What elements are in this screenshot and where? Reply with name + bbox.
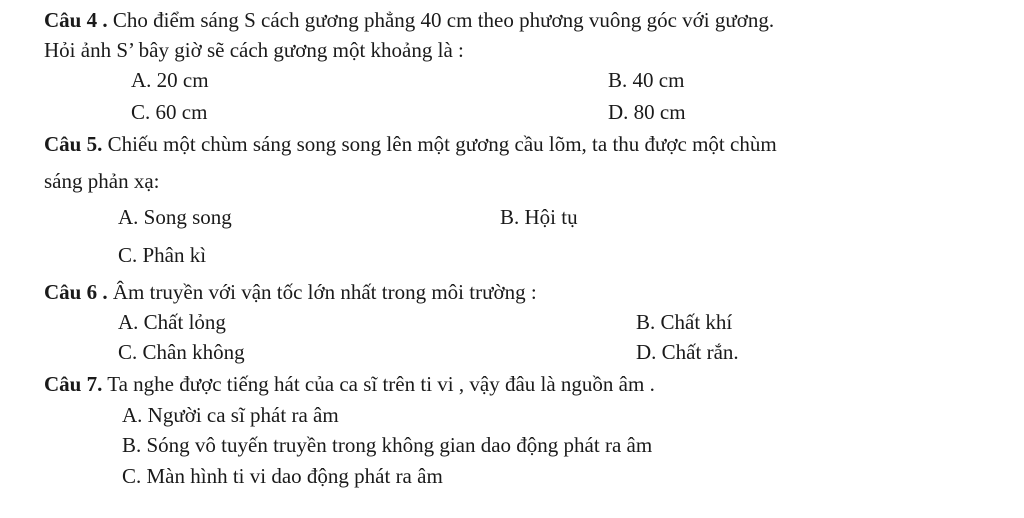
question-7-label: Câu 7. [44,372,103,396]
question-4-option-d: D. 80 cm [608,100,686,124]
question-6-line-1 [44,279,537,305]
question-4-label: Câu 4 . [44,8,108,32]
question-5-line-2: sáng phản xạ: [44,169,160,193]
question-5-option-b: B. Hội tụ [500,205,578,229]
question-6-option-d: D. Chất rắn. [636,340,739,364]
question-4-option-a: A. 20 cm [131,68,209,92]
question-5-text: Chiếu một chùm sáng song song lên một gương cầu lõm, ta thu được một chùm [102,132,777,156]
question-6-option-c: C. Chân không [118,340,245,364]
question-5-line-1 [44,131,777,157]
question-5-option-a: A. Song song [118,205,232,229]
question-7-option-b: B. Sóng vô tuyến truyền trong không gian dao động phát ra âm [122,433,653,457]
question-6-text: Âm truyền với vận tốc lớn nhất trong môi trường : [107,280,537,304]
question-6-option-a: A. Chất lỏng [118,310,226,334]
question-4-text: Cho điểm sáng S cách gương phẳng 40 cm theo phương vuông góc với gương. [107,8,775,32]
question-4-line-2: Hỏi ảnh S’ bây giờ sẽ cách gương một khoảng là : [44,38,464,62]
question-7-text: Ta nghe được tiếng hát của ca sĩ trên ti vi , vậy đâu là nguồn âm . [102,372,655,396]
question-6-option-b: B. Chất khí [636,310,733,334]
question-5-option-c: C. Phân kì [118,243,207,267]
question-7-line-1 [44,371,655,397]
question-4-option-b: B. 40 cm [608,68,685,92]
question-7-option-c: C. Màn hình ti vi dao động phát ra âm [122,464,443,488]
question-6-label: Câu 6 . [44,280,108,304]
question-5-label: Câu 5. [44,132,103,156]
question-4-option-c: C. 60 cm [131,100,208,124]
question-7-option-a: A. Người ca sĩ phát ra âm [122,403,339,427]
question-4-line-1 [44,7,774,33]
